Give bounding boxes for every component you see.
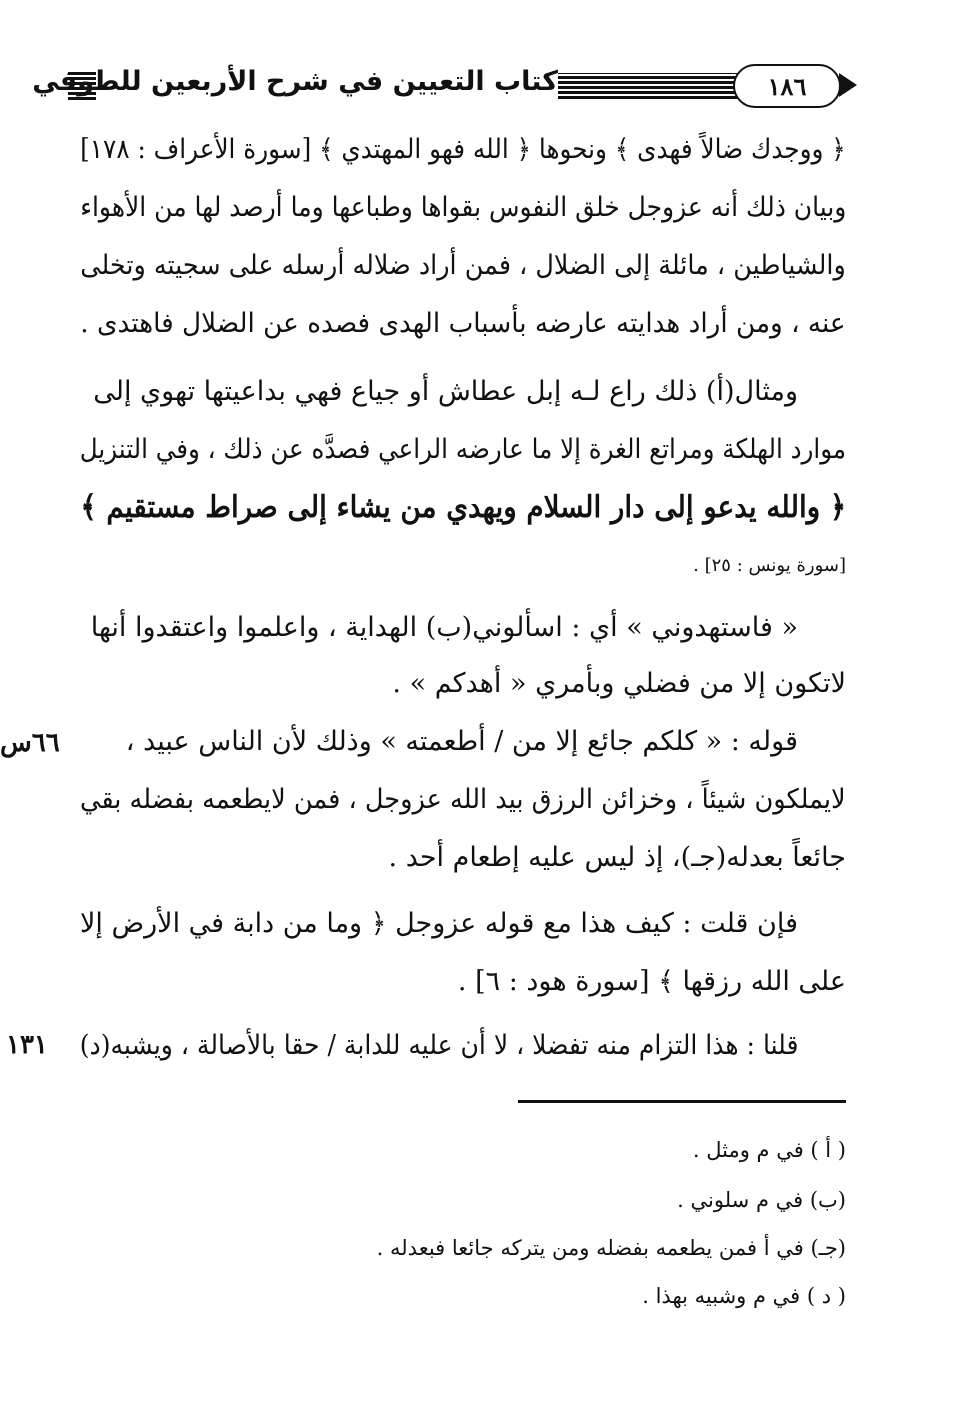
page-number-text: ١٨٦ (767, 71, 807, 101)
footnote-a: ( أ ) في م ومثل . (692, 1138, 846, 1162)
text-line-2: وبيان ذلك أنه عزوجل خلق النفوس بقواها وطباعها وما أرصد لها من الأهواء (79, 192, 846, 223)
text-line-3: والشياطين ، مائلة إلى الضلال ، فمن أراد ضلاله أرسله على سجيته وتخلى (80, 250, 846, 281)
text-line-6: موارد الهلكة ومراتع الغرة إلا ما عارضه الراعي فصدَّه عن ذلك ، وفي التنزيل (79, 434, 846, 465)
text-line-4: عنه ، ومن أراد هدايته عارضه بأسباب الهدى فصده عن الضلال فاهتدى . (80, 308, 846, 339)
verse-reference: [سورة يونس : ٢٥] . (693, 555, 846, 576)
margin-page-ref: ١٣١ (6, 1030, 48, 1060)
footnote-d: ( د ) في م وشبيه بهذا . (642, 1284, 846, 1308)
quran-verse-line: ﴿ والله يدعو إلى دار السلام ويهدي من يشاء إلى صراط مستقيم ﴾ (80, 490, 846, 525)
header-ornament-band (558, 73, 743, 99)
text-line-1: ﴿ ووجدك ضالاً فهدى ﴾ ونحوها ﴿ الله فهو المهتدي ﴾ [سورة الأعراف : ١٧٨] (80, 134, 846, 165)
header-arrow-icon (839, 73, 857, 97)
footnote-c: (جـ) في أ فمن يطعمه بفضله ومن يتركه جائعا فبعدله . (376, 1236, 846, 1260)
text-line-12: لايملكون شيئاً ، وخزائن الرزق بيد الله عزوجل ، فمن لايطعمه بفضله بقي (80, 784, 846, 815)
footnote-b: (ب) في م سلوني . (677, 1188, 846, 1212)
text-line-13: جائعاً بعدله(جـ)، إذ ليس عليه إطعام أحد . (388, 842, 846, 873)
text-line-10: لاتكون إلا من فضلي وبأمري « أهدكم » . (392, 668, 846, 699)
text-line-9: « فاستهدوني » أي : اسألوني(ب) الهداية ، واعلموا واعتقدوا أنها (90, 612, 798, 643)
text-line-15: على الله رزقها ﴾ [سورة هود : ٦] . (457, 966, 846, 997)
footnote-separator (518, 1100, 846, 1103)
text-line-5: ومثال(أ) ذلك راع لـه إبل عطاش أو جياع فهي بداعيتها تهوي إلى (93, 376, 798, 407)
page-number (733, 64, 841, 108)
running-header (32, 60, 853, 116)
text-line-11: قوله : « كلكم جائع إلا من / أطعمته » وذلك لأن الناس عبيد ، (125, 726, 798, 757)
margin-ms-ref: ٦٦س (0, 728, 60, 758)
text-line-16: قلنا : هذا التزام منه تفضلا ، لا أن عليه للدابة / حقا بالأصالة ، ويشبه(د) (79, 1030, 798, 1061)
text-line-14: فإن قلت : كيف هذا مع قوله عزوجل ﴿ وما من دابة في الأرض إلا (80, 908, 798, 939)
book-title: كتاب التعيين في شرح الأربعين للطوفي (32, 66, 558, 97)
